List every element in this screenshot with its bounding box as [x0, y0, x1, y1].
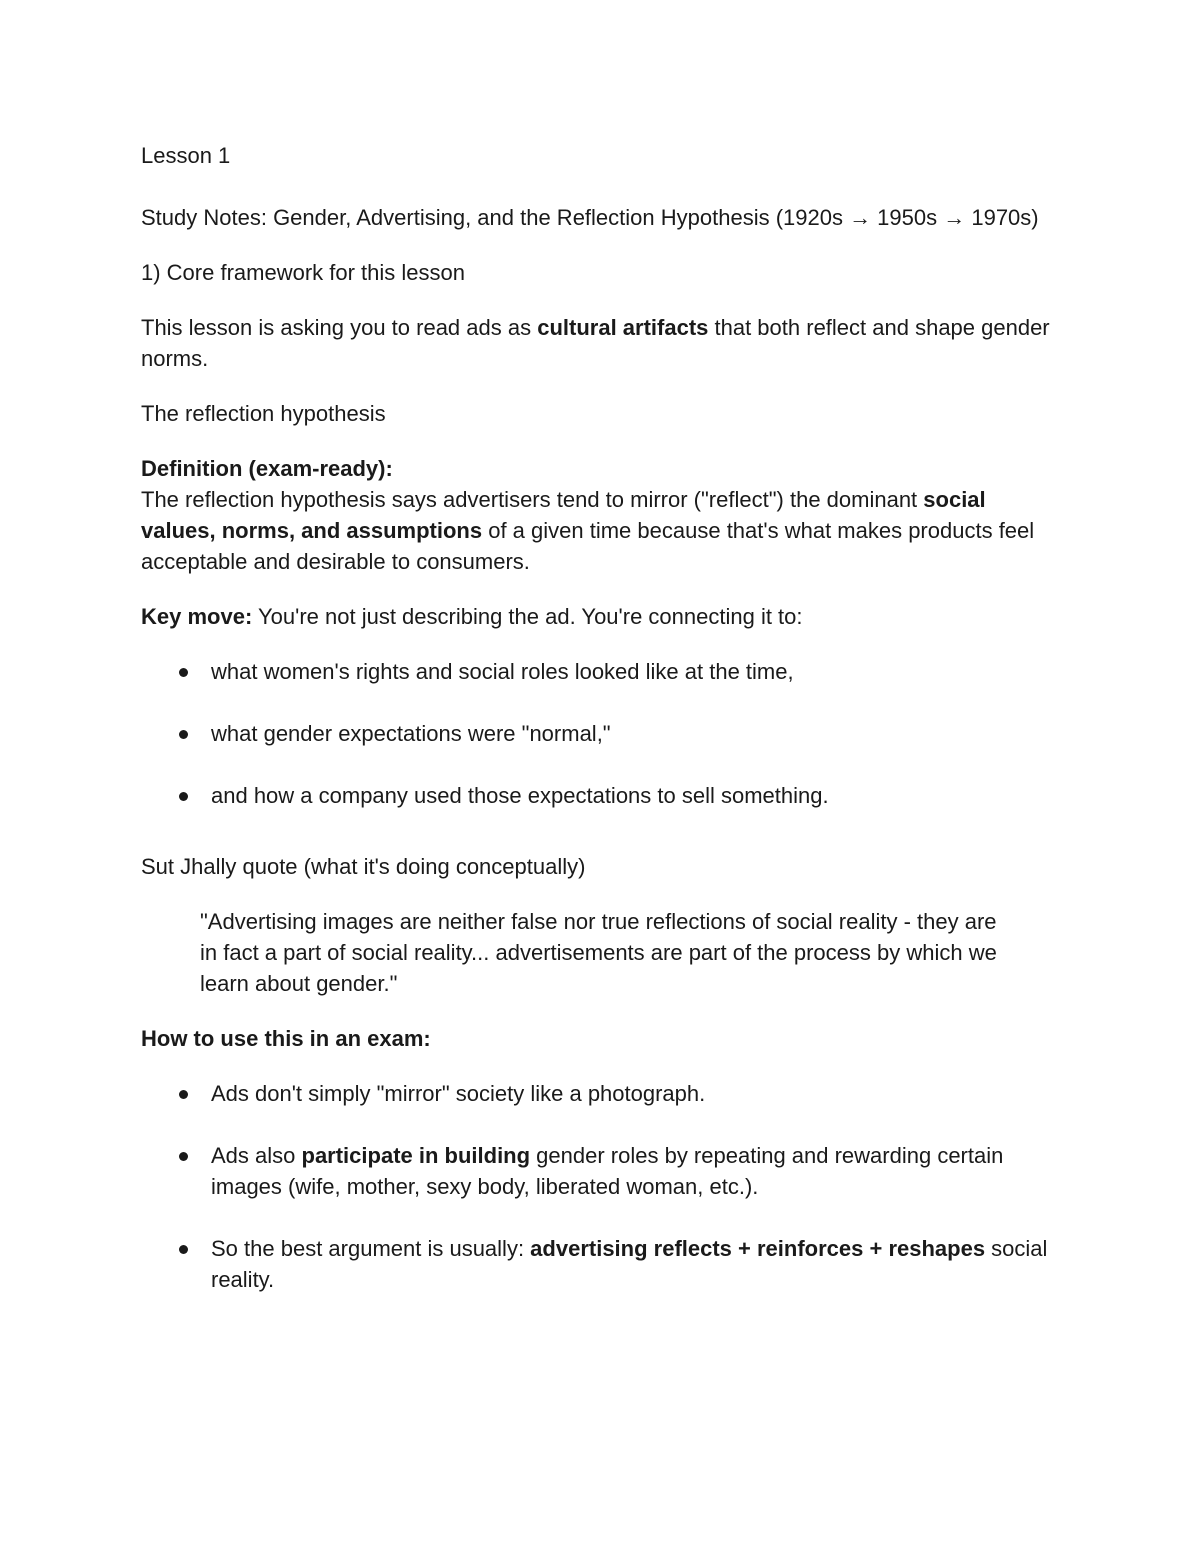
list-item-bold: advertising reflects + reinforces + reshapes [530, 1236, 986, 1261]
list-item-text: and how a company used those expectations to sell something. [211, 783, 829, 808]
definition-heading-text: Definition (exam-ready): [141, 456, 393, 481]
bullet-icon [179, 730, 188, 739]
definition-text-before: The reflection hypothesis says advertisers tend to mirror ("reflect") the dominant [141, 487, 924, 512]
section-heading: 1) Core framework for this lesson [141, 260, 465, 285]
list-item [141, 718, 1061, 749]
jhally-quote: "Advertising images are neither false nor true reflections of social reality - they are in fact a part of social reality... advertisements are part of the process by which we learn about gender." [200, 909, 997, 996]
lesson-label: Lesson 1 [141, 143, 231, 168]
exam-heading [141, 1023, 1061, 1054]
key-move-label: Key move: [141, 604, 253, 629]
intro-paragraph [141, 312, 1061, 374]
reflection-subheading: The reflection hypothesis [141, 401, 386, 426]
intro-text-before: This lesson is asking you to read ads as [141, 315, 538, 340]
key-move-paragraph [141, 601, 1061, 632]
bullet-icon [179, 792, 188, 801]
bullet-icon [179, 1245, 188, 1254]
list-item-text-after: gender roles by repeating and rewarding certain images (wife, mother, sexy body, liberated woman, etc.). [211, 1143, 1004, 1199]
list-item [141, 780, 1061, 811]
list-item-text-after: social reality. [211, 1236, 1048, 1292]
key-move-list [141, 656, 1061, 811]
exam-heading-text: How to use this in an exam: [141, 1026, 431, 1051]
list-item [141, 656, 1061, 687]
definition-heading [141, 453, 1061, 484]
quote-heading: Sut Jhally quote (what it's doing conceptually) [141, 854, 586, 879]
list-item-text: Ads don't simply "mirror" society like a photograph. [211, 1081, 706, 1106]
document-page [141, 140, 1061, 1295]
list-item [141, 1140, 1061, 1202]
exam-list [141, 1078, 1061, 1295]
key-move-text: You're not just describing the ad. You're connecting it to: [252, 604, 803, 629]
page-title: Study Notes: Gender, Advertising, and the Reflection Hypothesis (1920s → 1950s → 1970s) [141, 205, 1039, 230]
definition-bold-term: social values, norms, and assumptions [141, 487, 986, 543]
list-item-text: what women's rights and social roles looked like at the time, [211, 659, 794, 684]
list-item-text-before: So the best argument is usually: [211, 1236, 531, 1261]
intro-bold-term: cultural artifacts [537, 315, 709, 340]
intro-text-after: that both reflect and shape gender norms. [141, 315, 1050, 371]
list-item-text-before: Ads also [211, 1143, 302, 1168]
bullet-icon [179, 1152, 188, 1161]
definition-text-after: of a given time because that's what makes products feel acceptable and desirable to consumers. [141, 518, 1035, 574]
list-item [141, 1078, 1061, 1109]
definition-paragraph [141, 484, 1061, 577]
list-item-text: what gender expectations were "normal," [211, 721, 611, 746]
list-item [141, 1233, 1061, 1295]
bullet-icon [179, 668, 188, 677]
bullet-icon [179, 1090, 188, 1099]
list-item-bold: participate in building [301, 1143, 531, 1168]
